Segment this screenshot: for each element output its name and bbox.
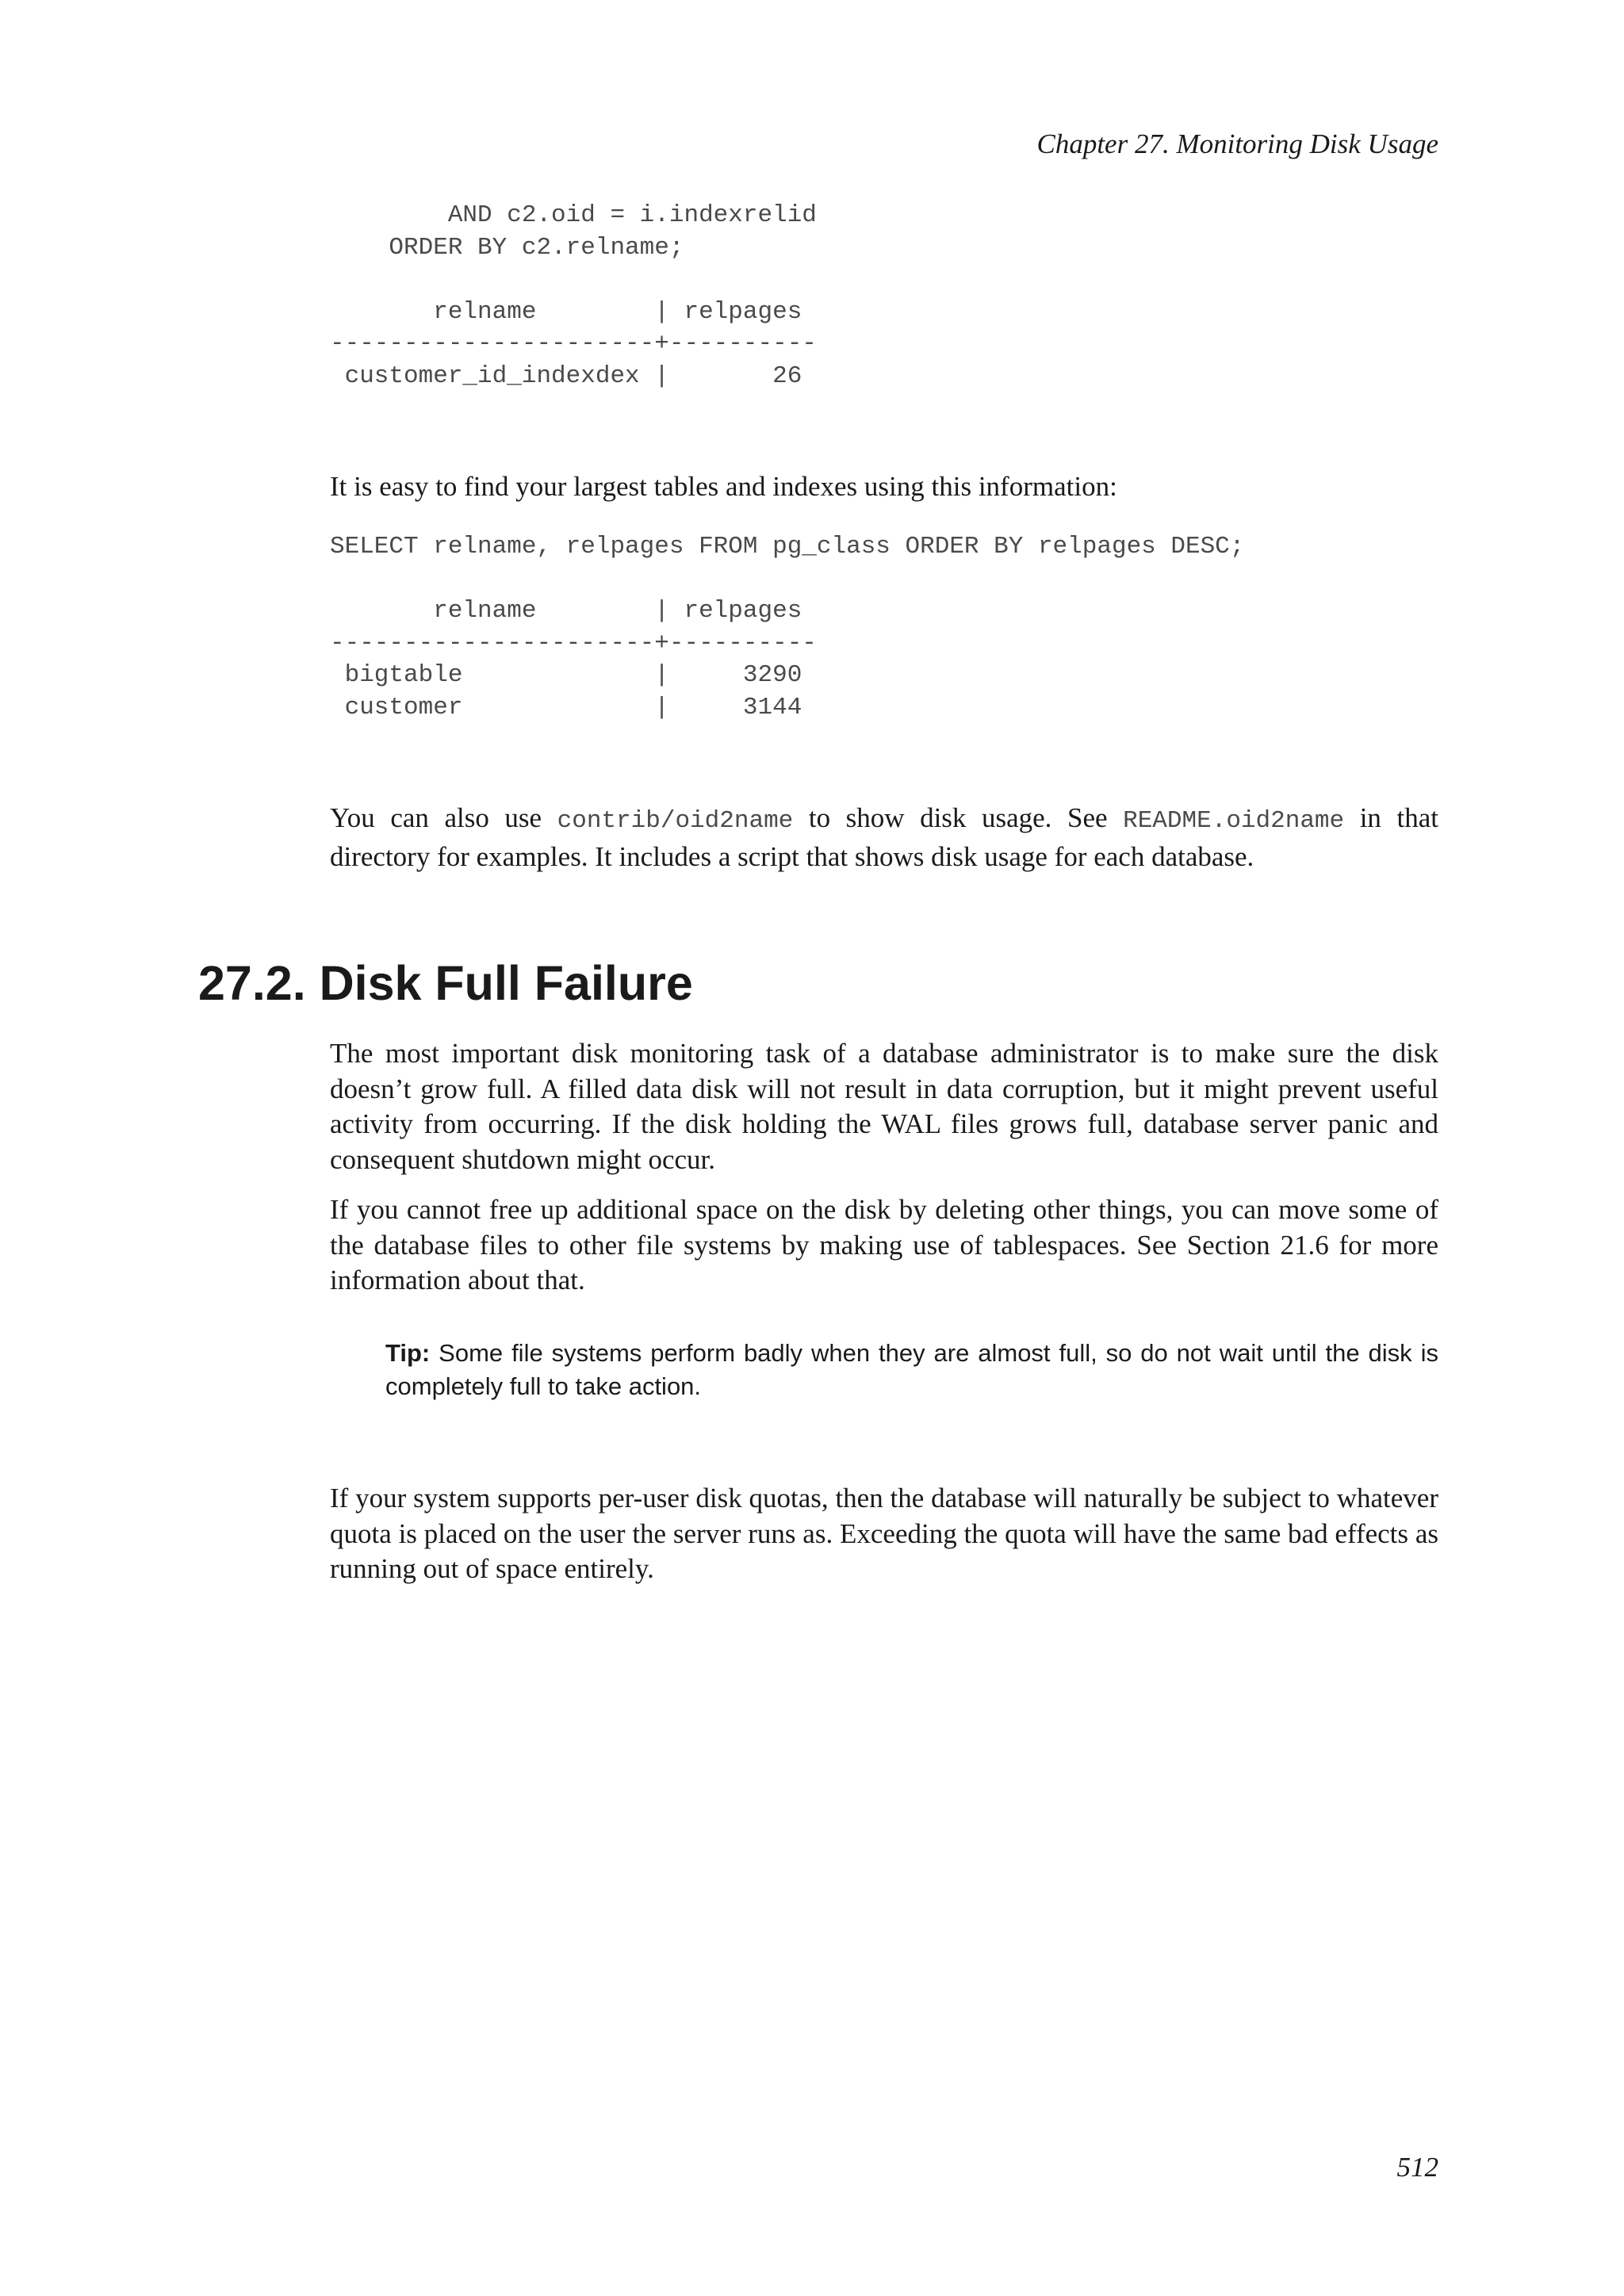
code-line: relname | relpages: [330, 597, 802, 625]
page-number: 512: [1396, 2152, 1438, 2183]
tip-label: Tip:: [385, 1339, 431, 1367]
code-line: bigtable | 3290: [330, 661, 802, 689]
text-run: You can also use: [330, 802, 557, 833]
paragraph-disk-full-intro: The most important disk monitoring task of a database administrator is to make sure the disk doesn’t grow full. A filled data disk will not result in data corruption, but it might prevent useful activity from occurring. If the disk holding the WAL files grows full, database server panic and consequent shutdown might occur.: [330, 1038, 1438, 1175]
inline-code-oid2name-dir: contrib/oid2name: [557, 807, 794, 835]
code-line: customer_id_indexdex | 26: [330, 362, 802, 390]
tip-text: Some file systems perform badly when they are almost full, so do not wait until the disk is completely full to take action.: [385, 1339, 1438, 1400]
code-block-relpages-query: [330, 531, 1244, 724]
paragraph-tablespaces: If you cannot free up additional space on the disk by deleting other things, you can move some of the database files to other file systems by making use of tablespaces. See Section 21.6 for more information about that.: [330, 1194, 1438, 1295]
code-line: SELECT relname, relpages FROM pg_class ORDER BY relpages DESC;: [330, 533, 1245, 561]
code-block-index-query: [330, 200, 817, 392]
code-line: ORDER BY c2.relname;: [330, 233, 684, 262]
paragraph-disk-quotas: If your system supports per-user disk quotas, then the database will naturally be subject to whatever quota is placed on the user the server runs as. Exceeding the quota will have the same bad effects as running out of space entirely.: [330, 1483, 1438, 1584]
tip-note: [385, 1337, 1438, 1403]
code-line: customer | 3144: [330, 693, 802, 721]
inline-code-readme: README.oid2name: [1123, 807, 1345, 835]
running-header: Chapter 27. Monitoring Disk Usage: [1036, 128, 1438, 159]
code-line: ----------------------+----------: [330, 629, 817, 657]
paragraph-oid2name: [330, 801, 1438, 874]
code-line: AND c2.oid = i.indexrelid: [330, 201, 817, 229]
text-run: to show disk usage. See: [793, 802, 1124, 833]
section-heading: 27.2. Disk Full Failure: [198, 956, 693, 1010]
code-line: relname | relpages: [330, 297, 802, 326]
text-run: in that directory for examples. It includes a script that shows disk usage for each database.: [330, 802, 1438, 872]
paragraph-largest-tables: It is easy to find your largest tables and indexes using this information:: [330, 471, 1117, 502]
code-line: ----------------------+----------: [330, 330, 817, 358]
